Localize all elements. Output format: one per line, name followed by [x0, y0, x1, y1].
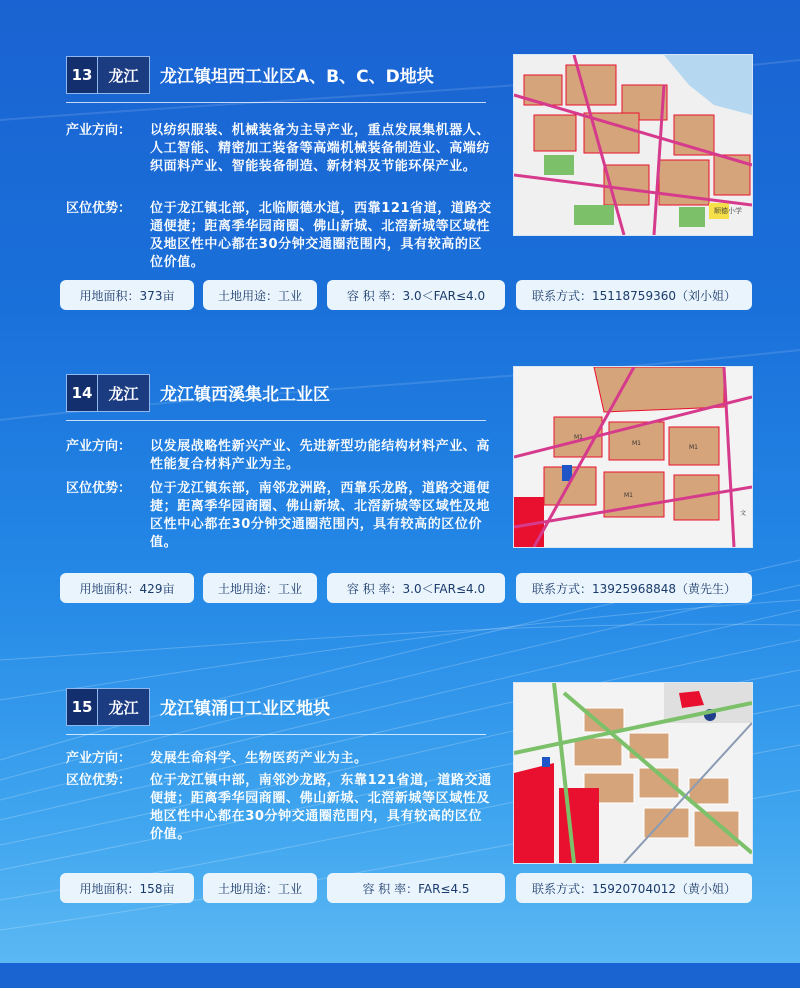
land-use-pill: 土地用途：工业	[203, 573, 317, 603]
industry-label: 产业方向：	[66, 751, 132, 766]
parcel-town: 龙江	[98, 375, 149, 411]
parcel-map	[513, 366, 753, 548]
map-label-m1: M1	[574, 434, 583, 441]
far-pill: 容 积 率：FAR≤4.5	[327, 873, 505, 903]
industry-label: 产业方向：	[66, 439, 132, 454]
parcel-block-15	[0, 688, 800, 988]
parcel-block-13	[0, 56, 800, 356]
parcel-badge	[66, 688, 150, 726]
title-divider	[66, 420, 486, 421]
land-use-pill: 土地用途：工业	[203, 280, 317, 310]
industry-text: 以纺织服装、机械装备为主导产业，重点发展集机器人、人工智能、精密加工装备等高端机械装备制造业、高端纺织面料产业、智能装备制造、新材料及节能环保产业。	[150, 123, 491, 174]
map-label-m1: M1	[689, 444, 698, 451]
location-row	[66, 772, 496, 844]
parcel-town: 龙江	[98, 689, 149, 725]
parcel-town: 龙江	[98, 57, 149, 93]
parcel-title: 龙江镇涌口工业区地块	[160, 699, 330, 719]
title-divider	[66, 734, 486, 735]
location-text: 位于龙江镇东部，南邻龙洲路，西靠乐龙路，道路交通便捷；距离季华园商圈、佛山新城、北滘新城等区域性及地区性中心都在30分钟交通圈范围内，具有较高的区位价值。	[150, 481, 491, 550]
industry-text: 以发展战略性新兴产业、先进新型功能结构材料产业、高性能复合材料产业为主。	[150, 439, 491, 472]
title-divider	[66, 102, 486, 103]
industry-text: 发展生命科学、生物医药产业为主。	[150, 751, 368, 766]
parcel-number: 15	[67, 689, 98, 725]
map-label-school: 顺德小学	[714, 207, 742, 215]
parcel-map	[513, 682, 753, 864]
location-label: 区位优势：	[66, 773, 132, 788]
parcel-number: 14	[67, 375, 98, 411]
parcel-title: 龙江镇坦西工业区A、B、C、D地块	[160, 67, 434, 87]
parcel-title: 龙江镇西溪集北工业区	[160, 385, 330, 405]
location-text: 位于龙江镇北部，北临顺德水道，西靠121省道，道路交通便捷；距离季华园商圈、佛山新城、北滘新城等区域性及地区性中心都在30分钟交通圈范围内，具有较高的区位价值。	[150, 201, 492, 270]
contact-pill: 联系方式：15118759360（刘小姐）	[516, 280, 752, 310]
area-pill: 用地面积：158亩	[60, 873, 194, 903]
parcel-number: 13	[67, 57, 98, 93]
contact-pill: 联系方式：13925968848（黄先生）	[516, 573, 752, 603]
map-label-m1: M1	[632, 440, 641, 447]
map-label-wen: 文	[740, 510, 747, 517]
map-label-m1: M1	[624, 492, 633, 499]
contact-pill: 联系方式：15920704012（黄小姐）	[516, 873, 752, 903]
parcel-block-14	[0, 374, 800, 674]
industry-row	[66, 438, 496, 474]
industry-row	[66, 750, 496, 768]
parcel-badge	[66, 56, 150, 94]
parcel-map	[513, 54, 753, 236]
far-pill: 容 积 率：3.0＜FAR≤4.0	[327, 280, 505, 310]
location-row	[66, 200, 496, 272]
parcel-badge	[66, 374, 150, 412]
location-label: 区位优势：	[66, 481, 132, 496]
far-pill: 容 积 率：3.0＜FAR≤4.0	[327, 573, 505, 603]
area-pill: 用地面积：429亩	[60, 573, 194, 603]
industry-row	[66, 122, 496, 194]
area-pill: 用地面积：373亩	[60, 280, 194, 310]
land-use-pill: 土地用途：工业	[203, 873, 317, 903]
industry-label: 产业方向：	[66, 123, 132, 138]
location-label: 区位优势：	[66, 201, 132, 216]
location-row	[66, 480, 496, 552]
location-text: 位于龙江镇中部，南邻沙龙路，东靠121省道，道路交通便捷；距离季华园商圈、佛山新城、北滘新城等区域性及地区性中心都在30分钟交通圈范围内，具有较高的区位价值。	[150, 773, 492, 842]
